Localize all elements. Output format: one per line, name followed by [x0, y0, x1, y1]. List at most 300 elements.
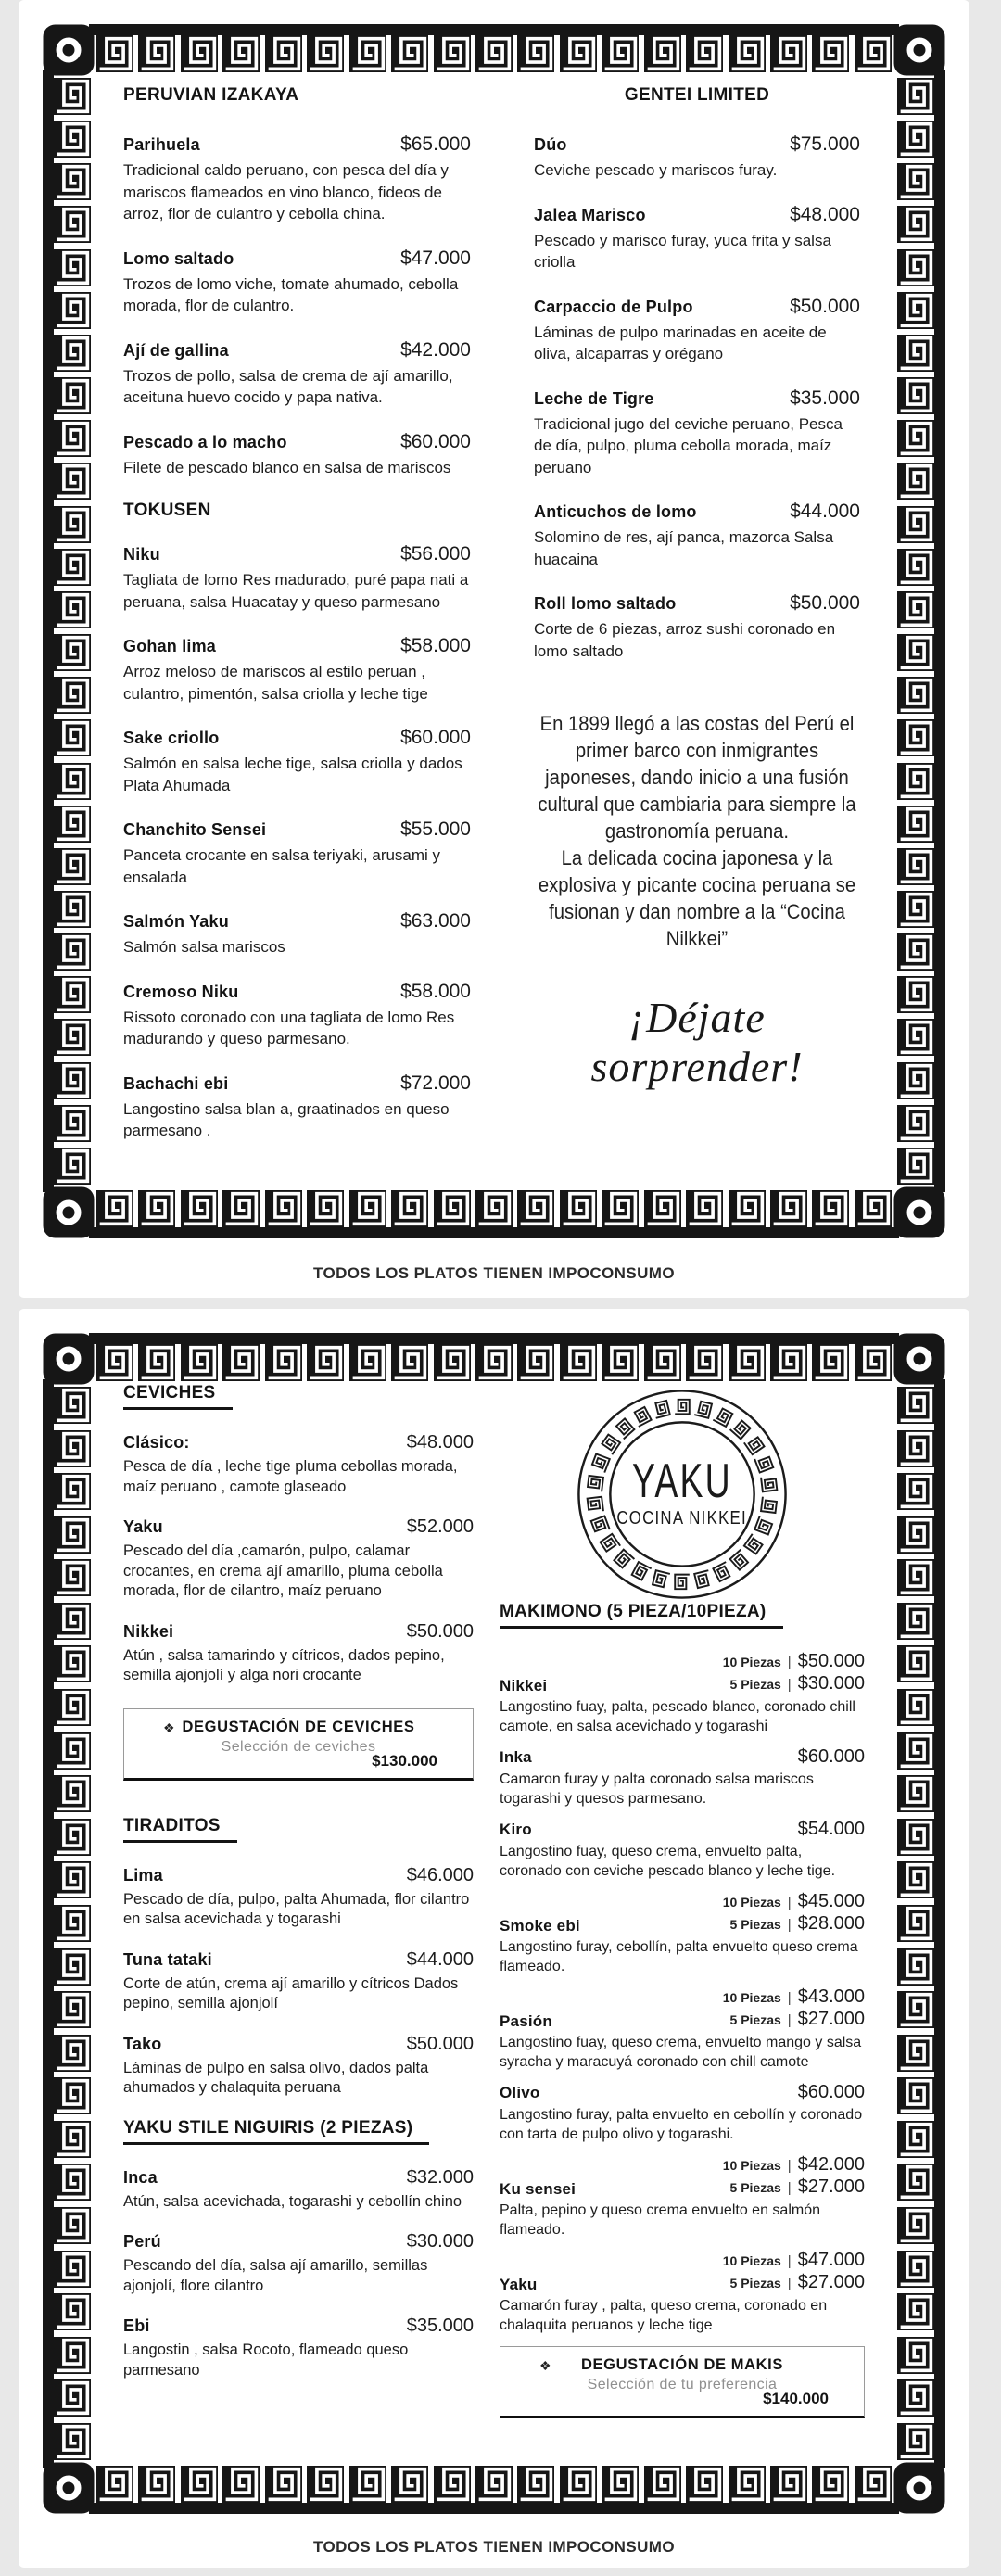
item-price: $44.000 [406, 1948, 474, 1970]
greek-key-tile [54, 1387, 91, 1424]
item-description: Solomino de res, ají panca, mazorca Salsa huacaina [534, 528, 834, 568]
item-name: Nikkei [500, 1677, 548, 1694]
menu-item-row [123, 910, 471, 933]
greek-key-tile [812, 2466, 849, 2503]
item-description: Atún , salsa tamarindo y cítricos, dados pepino, semilla ajonjolí y alga nori crocante [123, 1646, 445, 1683]
greek-key-tile [644, 1344, 681, 1381]
item-description: Panceta crocante en salsa teriyaki, arusami y ensalada [123, 846, 441, 886]
pieces-label: 10 Piezas [722, 1990, 781, 2005]
greek-key-tile [897, 677, 934, 714]
menu-item-row [534, 501, 860, 523]
item-price: $72.000 [400, 1072, 471, 1094]
greek-key-tile [54, 634, 91, 671]
greek-key-tile [897, 1105, 934, 1142]
item-price-line [730, 2176, 865, 2199]
item-description: Arroz meloso de mariscos al estilo peruan , culantro, pimentón, salsa criolla y leche tige [123, 663, 428, 703]
menu-item [123, 247, 471, 317]
item-name: Jalea Marisco [534, 205, 646, 224]
greek-key-border-right [897, 78, 934, 1185]
pieces-label: 10 Piezas [722, 2158, 781, 2173]
greek-key-corner-icon [893, 2462, 945, 2514]
pieces-separator: | [787, 1677, 792, 1693]
greek-key-tile [54, 1819, 91, 1856]
item-name: Dúo [534, 135, 567, 154]
item-price-line [723, 2154, 865, 2176]
menu-item [534, 133, 860, 182]
greek-key-tile [770, 1344, 807, 1381]
greek-key-tile [434, 35, 471, 72]
greek-key-strip-top [89, 1333, 899, 1344]
item-price: $55.000 [400, 818, 471, 840]
item-description: Pescado del día ,camarón, pulpo, calamar crocantes, en crema ají amarillo, pluma cebolla morada, flor de cilantro, maíz peruano [123, 1542, 443, 1599]
greek-key-corner [893, 24, 945, 76]
menu-item-row [500, 2250, 865, 2294]
menu-item [500, 1819, 865, 1881]
item-price: $45.000 [797, 1891, 865, 1911]
menu-item-row [534, 204, 860, 226]
greek-key-corner [893, 1186, 945, 1238]
greek-key-tile [686, 1344, 723, 1381]
menu-item [123, 431, 471, 479]
greek-key-tile [181, 35, 218, 72]
item-description: Tradicional caldo peruano, con pesca del día y mariscos flameados en vino blanco, fideos de arroz, flor de culantro y cebolla china. [123, 161, 449, 222]
greek-key-tile [602, 35, 639, 72]
item-price: $54.000 [797, 1819, 865, 1839]
menu-item-row [123, 543, 471, 565]
tasting-title: DEGUSTACIÓN DE MAKIS [581, 2356, 783, 2373]
greek-key-tile [54, 1062, 91, 1099]
section-title: TOKUSEN [123, 501, 211, 520]
greek-key-corner [43, 1333, 95, 1385]
greek-key-tile [770, 2466, 807, 2503]
greek-key-strip-left [43, 70, 54, 1192]
menu-item [500, 2154, 865, 2240]
menu-item-row [123, 431, 471, 453]
greek-key-tile [349, 35, 386, 72]
greek-key-corner-icon [893, 1186, 945, 1238]
page2-content [123, 1383, 865, 2466]
menu-item-row [500, 2082, 865, 2103]
greek-key-tile [391, 1344, 428, 1381]
menu-item-row [123, 818, 471, 841]
item-price: $58.000 [400, 635, 471, 656]
greek-key-tile [897, 976, 934, 1013]
item-description: Pescando del día, salsa ají amarillo, semillas ajonjolí, flore cilantro [123, 2257, 428, 2294]
pieces-separator: | [787, 1917, 792, 1933]
menu-item-row [500, 1891, 865, 1935]
column-peruvian-izakaya [123, 85, 471, 1205]
greek-key-tile [54, 1645, 91, 1682]
menu-item-row [123, 1516, 474, 1538]
greek-key-tile [897, 292, 934, 329]
diamond-icon: ❖ [163, 1719, 175, 1735]
item-price-line [723, 2250, 865, 2272]
greek-key-tile [54, 249, 91, 286]
greek-key-corner-icon [43, 1186, 95, 1238]
greek-key-tile [54, 1019, 91, 1056]
greek-key-tile [897, 2423, 934, 2460]
greek-key-tile [560, 1344, 597, 1381]
item-description: Camarón furay , palta, queso crema, coronado en chalaquita peruanos y leche tige [500, 2298, 828, 2333]
greek-key-tile [897, 1948, 934, 1986]
greek-key-tile [54, 2207, 91, 2244]
item-name: Smoke ebi [500, 1917, 580, 1935]
greek-key-tile [812, 1344, 849, 1381]
item-description: Corte de 6 piezas, arroz sushi coronado en lomo saltado [534, 620, 836, 660]
item-price: $60.000 [797, 2082, 865, 2102]
greek-key-tile [265, 1344, 302, 1381]
item-price: $48.000 [406, 1432, 474, 1453]
menu-item-row [534, 592, 860, 615]
greek-key-tile [897, 1062, 934, 1099]
item-description: Tradicional jugo del ceviche peruano, Pesca de día, pulpo, pluma cebolla morada, maíz peruano [534, 414, 843, 476]
greek-key-border-left [54, 1387, 91, 2460]
item-description: Atún, salsa acevichada, togarashi y cebollín chino [123, 2192, 462, 2210]
menu-item [123, 2167, 474, 2213]
item-name: Yaku [500, 2276, 538, 2293]
greek-key-border-bottom [96, 2466, 892, 2503]
menu-item-row [500, 1819, 865, 1840]
item-name: Perú [123, 2232, 161, 2251]
item-price: $28.000 [797, 1913, 865, 1934]
greek-key-tile [686, 2466, 723, 2503]
greek-key-tile [54, 1861, 91, 1898]
greek-key-tile [897, 719, 934, 756]
item-name: Salmón Yaku [123, 912, 229, 931]
menu-item-row [534, 296, 860, 318]
item-name: Niku [123, 545, 160, 564]
impoconsumo-caption: TODOS LOS PLATOS TIENEN IMPOCONSUMO [313, 2538, 675, 2556]
menu-item [123, 1432, 474, 1497]
section-title: TIRADITOS [123, 1816, 237, 1843]
greek-key-tile [54, 891, 91, 928]
greek-key-tile [897, 1861, 934, 1898]
item-description: Rissoto coronado con una tagliata de lomo Res madurando y queso parmesano. [123, 1008, 455, 1047]
item-price-list [723, 1651, 865, 1695]
greek-key-tile [54, 2337, 91, 2374]
greek-key-tile [897, 806, 934, 843]
item-description: Langostino fuay, palta, pescado blanco, coronado chill camote, en salsa acevichado y togarashi [500, 1699, 855, 1734]
greek-key-tile [54, 121, 91, 158]
greek-key-tile [54, 2423, 91, 2460]
greek-key-corner-icon [43, 2462, 95, 2514]
menu-item-row [534, 133, 860, 156]
item-name: Clásico: [123, 1433, 190, 1452]
menu-item-row [123, 1949, 474, 1971]
item-name: Lomo saltado [123, 248, 234, 268]
pieces-label: 10 Piezas [722, 1895, 781, 1910]
item-name: Chanchito Sensei [123, 820, 267, 839]
greek-key-tile [729, 1344, 766, 1381]
greek-key-tile [897, 1559, 934, 1596]
greek-key-tile [897, 891, 934, 928]
item-price: $52.000 [406, 1516, 474, 1537]
greek-key-tile [96, 2466, 133, 2503]
item-price-line [730, 2009, 865, 2031]
pieces-separator: | [787, 2158, 792, 2174]
menu-item-row [123, 2231, 474, 2252]
item-name: Inca [123, 2167, 158, 2187]
menu-item [123, 981, 471, 1050]
menu-item-row [123, 339, 471, 362]
item-price-line [723, 1986, 865, 2009]
greek-key-tile [897, 1819, 934, 1856]
impoconsumo-caption: TODOS LOS PLATOS TIENEN IMPOCONSUMO [313, 1264, 675, 1282]
item-description: Salmón en salsa leche tige, salsa criolla y dados Plata Ahumada [123, 755, 462, 794]
greek-key-strip-right [934, 70, 945, 1192]
tasting-subtitle: Selección de ceviches [221, 1738, 376, 1755]
item-name: Carpaccio de Pulpo [534, 297, 693, 316]
greek-key-tile [897, 763, 934, 800]
menu-item [123, 1949, 474, 2014]
menu-item-row [123, 133, 471, 156]
greek-key-tile [897, 335, 934, 372]
greek-key-tile [391, 2466, 428, 2503]
greek-key-tile [54, 2164, 91, 2201]
menu-item [123, 910, 471, 958]
pieces-separator: | [787, 1990, 792, 2006]
greek-key-tile [54, 1430, 91, 1467]
menu-item [123, 2231, 474, 2296]
item-name: Pescado a lo macho [123, 432, 287, 451]
greek-key-tile [897, 848, 934, 885]
item-price: $43.000 [797, 1986, 865, 2007]
greek-key-corner [893, 1333, 945, 1385]
item-price-line [723, 1651, 865, 1673]
greek-key-tile [181, 1344, 218, 1381]
greek-key-strip-right [934, 1379, 945, 2468]
diamond-icon: ❖ [539, 2358, 551, 2373]
greek-key-border-left [54, 78, 91, 1185]
greek-key-tile [897, 2035, 934, 2072]
section-title: MAKIMONO (5 PIEZA/10PIEZA) [500, 1602, 783, 1629]
greek-key-tile [265, 35, 302, 72]
greek-key-tile [54, 976, 91, 1013]
menu-item-row [123, 1072, 471, 1095]
greek-key-tile [897, 1905, 934, 1942]
greek-key-tile [517, 35, 554, 72]
makimono-sections [500, 1602, 865, 2418]
item-price-line [730, 1673, 865, 1695]
menu-item [123, 1621, 474, 1686]
greek-key-tile [54, 1905, 91, 1942]
item-name: Yaku [123, 1517, 163, 1536]
menu-item [500, 1891, 865, 1976]
menu-item [534, 204, 860, 273]
greek-key-tile [349, 2466, 386, 2503]
tasting-price: $140.000 [763, 2390, 829, 2407]
item-name: Inka [500, 1748, 532, 1766]
menu-item [123, 818, 471, 888]
item-price-line [730, 1913, 865, 1935]
greek-key-tile [812, 35, 849, 72]
menu-item-row [500, 2154, 865, 2199]
greek-key-tile [54, 806, 91, 843]
greek-key-corner [893, 2462, 945, 2514]
greek-key-tile [897, 2121, 934, 2158]
history-paragraph: En 1899 llegó a las costas del Perú el primer barco con inmigrantes japoneses, dando inicio a una fusión cultural que cambiaria para siempre la gastronomía peruana. [538, 712, 856, 843]
greek-key-tile [54, 1948, 91, 1986]
greek-key-tile [897, 2207, 934, 2244]
item-price-line [730, 2272, 865, 2294]
section-title: PERUVIAN IZAKAYA [123, 85, 299, 105]
column-makimono [500, 1383, 865, 2466]
item-description: Salmón salsa mariscos [123, 938, 285, 956]
tasting-box [123, 1708, 474, 1781]
item-description: Pesca de día , leche tige pluma cebollas morada, maíz peruano , camote glaseado [123, 1458, 458, 1495]
section-title: GENTEI LIMITED [624, 85, 770, 105]
menu-item-row [500, 1746, 865, 1768]
greek-key-corner-icon [43, 1333, 95, 1385]
item-description: Láminas de pulpo en salsa olivo, dados palta ahumados y chalaquita peruana [123, 2059, 429, 2096]
greek-key-tile [475, 2466, 513, 2503]
item-price-list [723, 1986, 865, 2031]
menu-item-row [534, 387, 860, 410]
item-price: $30.000 [406, 2231, 474, 2252]
section-title: CEVICHES [123, 1383, 233, 1410]
item-name: Ebi [123, 2316, 150, 2335]
greek-key-tile [54, 1775, 91, 1812]
logo-title: YAKU [632, 1453, 732, 1508]
item-name: Olivo [500, 2084, 540, 2101]
greek-key-strip-bottom [89, 2503, 899, 2514]
page1-content [123, 85, 860, 1205]
tasting-subtitle: Selección de tu preferencia [587, 2377, 778, 2392]
greek-key-tile [729, 2466, 766, 2503]
item-price: $46.000 [406, 1864, 474, 1885]
greek-key-tile [897, 1148, 934, 1185]
greek-key-tile [222, 35, 260, 72]
greek-key-tile [96, 1344, 133, 1381]
item-price: $27.000 [797, 2009, 865, 2029]
greek-key-tile [644, 2466, 681, 2503]
item-price: $50.000 [790, 592, 860, 614]
item-name: Tako [123, 2034, 162, 2053]
greek-key-tile [475, 35, 513, 72]
item-name: Gohan lima [123, 637, 217, 655]
greek-key-tile [602, 1344, 639, 1381]
item-price: $60.000 [400, 430, 471, 452]
menu-item-row [123, 635, 471, 657]
item-description: Tagliata de lomo Res madurado, puré papa nati a peruana, salsa Huacatay y queso parmesano [123, 571, 469, 611]
greek-key-tile [897, 206, 934, 243]
greek-key-tile [54, 420, 91, 457]
item-price: $58.000 [400, 980, 471, 1002]
menu-item [123, 339, 471, 409]
greek-key-tile [897, 1473, 934, 1510]
greek-key-tile [54, 163, 91, 200]
item-name: Ku sensei [500, 2180, 577, 2198]
greek-key-tile [349, 1344, 386, 1381]
menu-item [500, 1651, 865, 1736]
greek-key-tile [181, 2466, 218, 2503]
menu-item [123, 543, 471, 613]
greek-key-tile [897, 121, 934, 158]
menu-item [534, 296, 860, 365]
menu-item [123, 1072, 471, 1142]
greek-key-tile [897, 1430, 934, 1467]
yaku-logo-text [575, 1387, 790, 1602]
item-name: Nikkei [123, 1621, 174, 1641]
greek-key-strip-bottom [89, 1227, 899, 1238]
item-price: $27.000 [797, 2176, 865, 2197]
column-gentei-limited [534, 85, 860, 1205]
menu-item [123, 2316, 474, 2380]
menu-item [123, 2034, 474, 2099]
greek-key-tile [54, 1516, 91, 1554]
greek-key-corner-icon [43, 24, 95, 76]
greek-key-strip-left [43, 1379, 54, 2468]
greek-key-tile [897, 591, 934, 628]
menu-item [534, 501, 860, 570]
greek-key-border-right [897, 1387, 934, 2460]
greek-key-tile [897, 2077, 934, 2114]
greek-key-tile [54, 2293, 91, 2330]
greek-key-tile [897, 1603, 934, 1640]
greek-key-tile [517, 2466, 554, 2503]
greek-key-tile [729, 35, 766, 72]
greek-key-tile [54, 1603, 91, 1640]
item-price: $35.000 [406, 2316, 474, 2336]
item-name: Kiro [500, 1821, 532, 1838]
greek-key-tile [897, 933, 934, 971]
greek-key-tile [897, 1387, 934, 1424]
greek-key-tile [54, 719, 91, 756]
menu-item [534, 592, 860, 662]
greek-key-tile [96, 35, 133, 72]
item-price: $47.000 [797, 2250, 865, 2270]
item-description: Langostino furay, cebollín, palta envuelto queso crema flameado. [500, 1939, 858, 1974]
greek-key-tile [897, 463, 934, 500]
item-description: Langostino furay, palta envuelto en cebollín y coronado con tarta de pulpo olivo y togarashi. [500, 2107, 863, 2142]
menu-item [123, 727, 471, 796]
greek-key-tile [138, 35, 175, 72]
item-name: Leche de Tigre [534, 388, 654, 408]
greek-key-tile [138, 2466, 175, 2503]
pieces-separator: | [787, 2276, 792, 2291]
greek-key-tile [897, 2293, 934, 2330]
greek-key-tile [54, 335, 91, 372]
tasting-box [500, 2346, 865, 2418]
item-price-list [723, 2250, 865, 2294]
item-name: Bachachi ebi [123, 1073, 229, 1093]
greek-key-tile [54, 763, 91, 800]
greek-key-tile [897, 549, 934, 586]
item-description: Ceviche pescado y mariscos furay. [534, 161, 778, 179]
greek-key-tile [434, 1344, 471, 1381]
pieces-separator: | [787, 2180, 792, 2196]
pieces-label: 5 Piezas [729, 1917, 781, 1932]
greek-key-tile [138, 1344, 175, 1381]
pieces-label: 10 Piezas [722, 1655, 781, 1669]
greek-key-corner-icon [893, 24, 945, 76]
greek-key-tile [560, 35, 597, 72]
greek-key-tile [897, 377, 934, 414]
item-name: Pasión [500, 2012, 552, 2030]
item-description: Láminas de pulpo marinadas en aceite de oliva, alcaparras y orégano [534, 323, 827, 362]
greek-key-tile [54, 2121, 91, 2158]
item-price: $50.000 [406, 1620, 474, 1642]
item-price: $50.000 [406, 2033, 474, 2054]
item-price: $50.000 [790, 295, 860, 317]
greek-key-corner-icon [893, 1333, 945, 1385]
menu-item [123, 1865, 474, 1930]
greek-key-tile [54, 549, 91, 586]
greek-key-tile [54, 206, 91, 243]
item-description: Langostino fuay, queso crema, envuelto mango y salsa syracha y maracuyá coronado con chill camote [500, 2035, 862, 2070]
greek-key-tile [560, 2466, 597, 2503]
greek-key-tile [434, 2466, 471, 2503]
